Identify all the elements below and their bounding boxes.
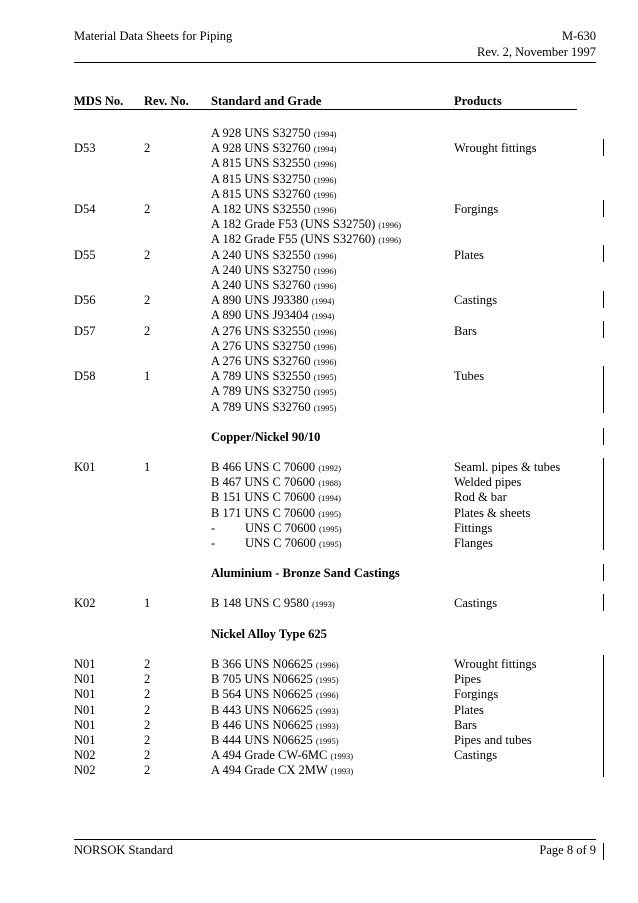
product-type: Castings: [454, 293, 498, 308]
standard-grade: [211, 354, 336, 369]
revision-number: 2: [144, 763, 151, 778]
revision-number: 2: [144, 293, 151, 308]
standard-grade: [211, 718, 339, 733]
standard-year: (1996): [313, 357, 337, 367]
revision-change-bar: [603, 594, 604, 611]
product-type: Castings: [454, 748, 498, 763]
product-type: Flanges: [454, 536, 493, 550]
header-title: Material Data Sheets for Piping: [74, 29, 233, 43]
revision-number: 2: [144, 323, 151, 338]
table-row: [0, 490, 638, 505]
standard-grade: [211, 748, 353, 763]
table-row: [0, 748, 638, 763]
standard-text: B 151 UNS C 70600: [211, 490, 316, 505]
standard-text: A 928 UNS S32750: [211, 126, 311, 140]
product-type: Pipes and tubes: [454, 733, 532, 747]
standard-grade: [211, 384, 336, 399]
standard-text: B 466 UNS C 70600: [211, 460, 316, 474]
standard-grade: [211, 232, 401, 247]
mds-number: N02: [74, 763, 96, 778]
header-rule: [74, 62, 596, 63]
table-row: [0, 126, 638, 141]
mds-number: N01: [74, 687, 96, 702]
revision-number: 2: [144, 247, 151, 262]
table-row: [0, 460, 638, 475]
standard-grade: [211, 308, 334, 323]
standard-year: (1993): [330, 751, 354, 762]
standard-year: (1995): [315, 736, 339, 746]
standard-year: (1993): [315, 705, 339, 716]
column-header-standard: Standard and Grade: [211, 94, 322, 108]
standard-year: (1996): [378, 220, 402, 231]
table-row: [0, 657, 638, 672]
standard-year: (1994): [318, 493, 341, 504]
standard-year: (1994): [313, 129, 337, 139]
standard-text: A 240 UNS S32760: [211, 278, 311, 292]
table-row: [0, 687, 638, 702]
dash-marker: -: [211, 536, 216, 550]
table-row: [0, 339, 638, 354]
standard-text: B 444 UNS N06625: [211, 733, 313, 747]
standard-year: (1996): [313, 159, 337, 170]
section-heading-aluminium-bronze: Aluminium - Bronze Sand Castings: [211, 566, 400, 580]
standard-grade: [211, 672, 339, 687]
standard-year: (1996): [315, 660, 339, 670]
standard-year: (1996): [378, 235, 402, 246]
standard-text: A 494 Grade CW-6MC: [211, 748, 328, 763]
standard-text: A 789 UNS S32760: [211, 399, 311, 414]
table-row: [0, 308, 638, 323]
table-row: [0, 187, 638, 202]
product-type: Wrought fittings: [454, 657, 537, 671]
revision-number: 2: [144, 657, 151, 671]
mds-number: D58: [74, 369, 96, 384]
table-row: [0, 400, 638, 415]
standard-grade: [211, 763, 353, 778]
mds-number: D55: [74, 247, 96, 262]
standard-grade: [211, 400, 336, 415]
revision-change-bar: [603, 291, 604, 308]
revision-number: 2: [144, 733, 151, 747]
standard-text: UNS C 70600: [245, 520, 316, 535]
mds-number: D53: [74, 141, 96, 156]
standard-year: (1996): [313, 341, 337, 352]
product-type: Bars: [454, 323, 477, 338]
standard-grade: [211, 521, 342, 536]
standard-text: B 443 UNS N06625: [211, 702, 313, 717]
standard-text: A 182 Grade F53 (UNS S32750): [211, 217, 376, 232]
product-type: Tubes: [454, 369, 485, 384]
revision-change-bar: [603, 200, 604, 217]
mds-number: D56: [74, 293, 96, 308]
table-row: [0, 384, 638, 399]
standard-text: B 446 UNS N06625: [211, 717, 313, 732]
table-row: [0, 475, 638, 490]
table-row: [0, 733, 638, 748]
table-row: [0, 536, 638, 551]
standard-text: A 276 UNS S32750: [211, 338, 311, 353]
revision-number: 1: [144, 596, 151, 610]
standard-text: A 890 UNS J93404: [211, 308, 309, 323]
mds-number: N01: [74, 717, 96, 732]
standard-year: (1996): [313, 189, 337, 200]
standard-text: B 366 UNS N06625: [211, 657, 313, 671]
standard-year: (1995): [315, 675, 339, 686]
standard-year: (1995): [318, 523, 342, 534]
table-row: [0, 263, 638, 278]
standard-grade: [211, 475, 341, 490]
table-row: [0, 596, 638, 611]
table-row: [0, 521, 638, 536]
revision-number: 1: [144, 369, 151, 384]
revision-change-bar: [603, 458, 604, 550]
standard-year: (1996): [313, 174, 337, 185]
standard-grade: [211, 156, 336, 171]
standard-grade: [211, 490, 341, 505]
standard-grade: [211, 263, 336, 278]
product-type: Forgings: [454, 687, 499, 702]
revision-number: 2: [144, 141, 151, 156]
standard-text: B 467 UNS C 70600: [211, 475, 316, 490]
standard-text: A 494 Grade CX 2MW: [211, 763, 328, 778]
section-heading-nickel-alloy: Nickel Alloy Type 625: [211, 627, 327, 641]
footer-standard: NORSOK Standard: [74, 843, 173, 857]
product-type: Plates: [454, 702, 484, 717]
standard-year: (1993): [312, 599, 335, 609]
standard-year: (1995): [313, 372, 337, 383]
table-row: [0, 172, 638, 187]
standard-year: (1995): [313, 402, 337, 413]
standard-grade: [211, 339, 336, 354]
dash-marker: -: [211, 520, 216, 535]
standard-grade: [211, 536, 342, 551]
standard-text: A 276 UNS S32760: [211, 354, 311, 368]
product-type: Plates & sheets: [454, 505, 531, 520]
table-row: [0, 703, 638, 718]
revision-change-bar: [603, 366, 604, 413]
standard-text: B 705 UNS N06625: [211, 672, 313, 687]
table-row: [0, 718, 638, 733]
table-row: [0, 202, 638, 217]
standard-grade: [211, 293, 334, 308]
table-row: [0, 672, 638, 687]
standard-year: (1988): [318, 478, 341, 489]
product-type: Bars: [454, 717, 477, 732]
standard-text: A 240 UNS S32750: [211, 262, 311, 277]
revision-number: 2: [144, 717, 151, 732]
mds-number: K02: [74, 596, 96, 610]
mds-number: N01: [74, 702, 96, 717]
product-type: Welded pipes: [454, 475, 522, 490]
product-type: Wrought fittings: [454, 141, 537, 156]
standard-grade: [211, 217, 401, 232]
standard-year: (1995): [318, 539, 342, 549]
footer-rule: [74, 839, 596, 840]
standard-year: (1993): [330, 766, 354, 777]
standard-year: (1996): [313, 326, 337, 337]
standard-year: (1996): [313, 265, 337, 276]
standard-text: A 240 UNS S32550: [211, 247, 311, 262]
document-number: M-630: [561, 29, 596, 43]
standard-text: B 171 UNS C 70600: [211, 505, 316, 520]
table-row: [0, 248, 638, 263]
revision-number: 2: [144, 202, 151, 216]
revision-number: 2: [144, 687, 151, 702]
standard-grade: [211, 248, 336, 263]
standard-year: (1995): [318, 508, 341, 519]
standard-year: (1994): [311, 296, 335, 307]
standard-year: (1996): [313, 205, 337, 215]
product-type: Fittings: [454, 520, 493, 535]
standard-text: A 928 UNS S32760: [211, 141, 311, 156]
standard-year: (1992): [318, 463, 341, 473]
product-type: Rod & bar: [454, 490, 507, 505]
revision-change-bar: [603, 428, 604, 445]
table-row: [0, 763, 638, 778]
standard-text: B 564 UNS N06625: [211, 687, 313, 702]
standard-text: A 815 UNS S32750: [211, 171, 311, 186]
revision-change-bar: [603, 655, 604, 777]
table-row: [0, 232, 638, 247]
standard-grade: [211, 657, 339, 672]
revision-date: Rev. 2, November 1997: [477, 45, 596, 59]
product-type: Pipes: [454, 672, 482, 687]
standard-year: (1994): [313, 144, 337, 155]
standard-text: A 815 UNS S32760: [211, 186, 311, 201]
table-row: [0, 506, 638, 521]
standard-grade: [211, 687, 339, 702]
standard-grade: [211, 324, 336, 339]
table-row: [0, 293, 638, 308]
standard-text: A 815 UNS S32550: [211, 156, 311, 171]
standard-grade: [211, 506, 341, 521]
table-row: [0, 278, 638, 293]
standard-text: UNS C 70600: [245, 536, 316, 550]
product-type: Castings: [454, 596, 498, 610]
standard-grade: [211, 187, 336, 202]
revision-number: 1: [144, 460, 151, 474]
column-header-products: Products: [454, 94, 502, 108]
section-heading-copper-nickel: Copper/Nickel 90/10: [211, 430, 321, 444]
standard-text: A 182 Grade F55 (UNS S32760): [211, 232, 376, 247]
table-header-rule: [74, 109, 577, 110]
standard-year: (1996): [313, 250, 337, 261]
product-type: Plates: [454, 247, 484, 262]
standard-year: (1993): [315, 720, 339, 731]
standard-grade: [211, 460, 341, 475]
column-header-mds: MDS No.: [74, 94, 124, 108]
revision-number: 2: [144, 672, 151, 687]
revision-number: 2: [144, 702, 151, 717]
revision-change-bar: [603, 564, 604, 581]
standard-text: A 276 UNS S32550: [211, 323, 311, 338]
mds-number: D54: [74, 202, 96, 216]
mds-number: N01: [74, 672, 96, 687]
revision-number: 2: [144, 748, 151, 763]
mds-number: N01: [74, 657, 96, 671]
table-row: [0, 217, 638, 232]
standard-grade: [211, 703, 339, 718]
standard-year: (1996): [315, 690, 339, 701]
table-row: [0, 324, 638, 339]
revision-change-bar: [603, 245, 604, 262]
standard-year: (1995): [313, 387, 337, 398]
standard-grade: [211, 596, 335, 611]
standard-grade: [211, 369, 336, 384]
mds-number: N02: [74, 748, 96, 763]
revision-change-bar: [603, 139, 604, 156]
standard-text: A 789 UNS S32750: [211, 384, 311, 399]
column-header-rev: Rev. No.: [144, 94, 189, 108]
standard-grade: [211, 733, 339, 748]
table-row: [0, 369, 638, 384]
standard-text: A 789 UNS S32550: [211, 369, 311, 384]
standard-text: B 148 UNS C 9580: [211, 596, 309, 610]
mds-number: N01: [74, 733, 96, 747]
mds-number: K01: [74, 460, 96, 474]
standard-grade: [211, 172, 336, 187]
product-type: Forgings: [454, 202, 499, 216]
table-row: [0, 141, 638, 156]
mds-number: D57: [74, 323, 96, 338]
table-row: [0, 156, 638, 171]
revision-change-bar: [603, 843, 604, 860]
standard-grade: [211, 202, 336, 217]
revision-change-bar: [603, 321, 604, 338]
page-number: Page 8 of 9: [539, 843, 596, 857]
table-row: [0, 354, 638, 369]
standard-text: A 182 UNS S32550: [211, 202, 311, 216]
standard-text: A 890 UNS J93380: [211, 293, 309, 308]
standard-year: (1996): [313, 281, 337, 291]
product-type: Seaml. pipes & tubes: [454, 460, 561, 474]
standard-grade: [211, 278, 336, 293]
standard-year: (1994): [311, 311, 335, 322]
standard-grade: [211, 141, 336, 156]
standard-grade: [211, 126, 336, 141]
